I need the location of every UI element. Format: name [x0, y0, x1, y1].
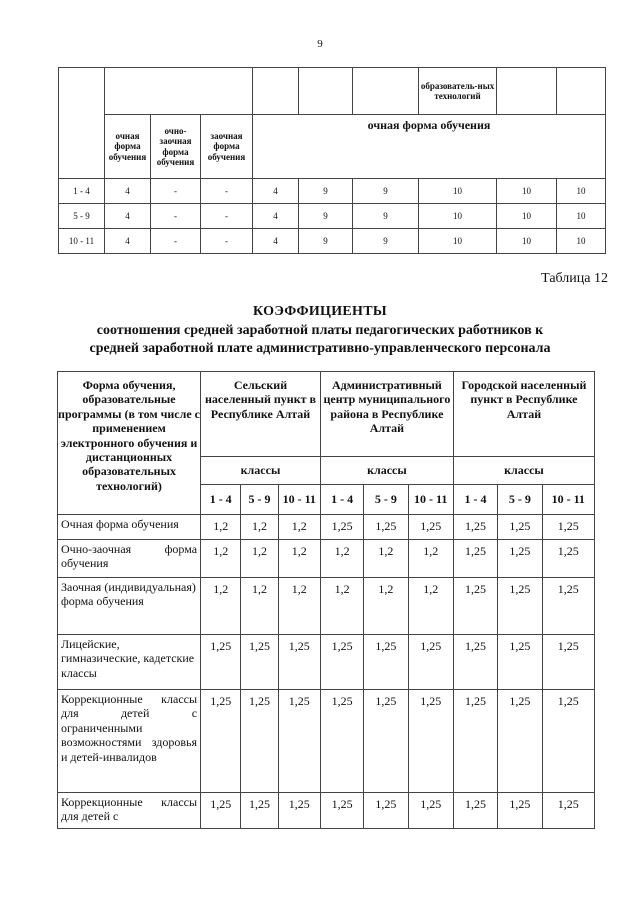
value-cell: 1,2 [408, 578, 453, 635]
row-label: Лицейские, гимназические, кадетские классы [58, 635, 201, 690]
table-cell: 9 [353, 204, 419, 229]
value-cell: 1,25 [364, 690, 408, 793]
table-cell: 4 [253, 204, 299, 229]
value-cell: 1,2 [364, 540, 408, 578]
table-cell: 10 [557, 229, 606, 254]
row-label: Очная форма обучения [58, 515, 201, 540]
form-header-parttime: очно-заочная форма обучения [151, 115, 201, 179]
value-cell: 1,25 [498, 793, 542, 829]
table-cell: 4 [105, 204, 151, 229]
value-cell: 1,25 [241, 635, 278, 690]
value-cell: 1,25 [364, 635, 408, 690]
table-cell: 10 [497, 179, 557, 204]
value-cell: 1,25 [408, 635, 453, 690]
group-header-urban: Городской населенный пункт в Республике Алтай [453, 372, 594, 457]
table-cell: - [201, 179, 253, 204]
empty-cell [105, 68, 253, 115]
value-cell: 1,25 [498, 578, 542, 635]
value-cell: 1,25 [542, 690, 594, 793]
value-cell: 1,2 [241, 578, 278, 635]
table-cell: 1 - 4 [59, 179, 105, 204]
merged-form-header: очная форма обучения [253, 115, 606, 179]
value-cell: 1,2 [201, 515, 241, 540]
table-cell: 10 [497, 204, 557, 229]
heading-title: КОЭФФИЦИЕНТЫ [253, 304, 387, 319]
empty-cell [59, 68, 105, 179]
class-range-header: 5 - 9 [364, 485, 408, 515]
row-label: Очно-заочная форма обучения [58, 540, 201, 578]
table-cell: 10 - 11 [59, 229, 105, 254]
value-cell: 1,25 [241, 793, 278, 829]
table-row [59, 204, 606, 229]
row-label: Заочная (индивидуальная) форма обучения [58, 578, 201, 635]
value-cell: 1,25 [278, 690, 320, 793]
table-row [59, 229, 606, 254]
class-range-header: 5 - 9 [241, 485, 278, 515]
group-header-rural: Сельский населенный пункт в Республике Алтай [201, 372, 321, 457]
value-cell: 1,25 [542, 540, 594, 578]
value-cell: 1,25 [364, 515, 408, 540]
value-cell: 1,25 [278, 635, 320, 690]
table-row [58, 690, 595, 793]
heading-subtitle-line1: соотношения средней заработной платы педагогических работников к [96, 323, 544, 338]
row-label: Коррекционные классы для детей с ограниченными возможностями здоровья и детей-инвалидов [58, 690, 201, 793]
value-cell: 1,25 [408, 793, 453, 829]
value-cell: 1,2 [278, 578, 320, 635]
value-cell: 1,2 [278, 540, 320, 578]
table-label: Таблица 12 [541, 271, 608, 286]
value-cell: 1,25 [241, 690, 278, 793]
form-header-distance: заочная форма обучения [201, 115, 253, 179]
value-cell: 1,25 [201, 635, 241, 690]
value-cell: 1,25 [498, 540, 542, 578]
class-range-header: 10 - 11 [408, 485, 453, 515]
empty-cell [497, 68, 557, 115]
value-cell: 1,25 [453, 540, 497, 578]
table-cell: - [151, 179, 201, 204]
value-cell: 1,2 [320, 578, 363, 635]
table-cell: 10 [419, 179, 497, 204]
value-cell: 1,25 [408, 690, 453, 793]
class-range-header: 5 - 9 [498, 485, 542, 515]
table-cell: 9 [353, 229, 419, 254]
classes-header: классы [453, 457, 594, 485]
value-cell: 1,25 [498, 515, 542, 540]
class-range-header: 1 - 4 [201, 485, 241, 515]
value-cell: 1,25 [498, 690, 542, 793]
value-cell: 1,25 [453, 793, 497, 829]
value-cell: 1,25 [320, 515, 363, 540]
class-range-header: 1 - 4 [320, 485, 363, 515]
empty-cell [253, 68, 299, 115]
table-cell: 10 [419, 229, 497, 254]
value-cell: 1,25 [453, 578, 497, 635]
value-cell: 1,2 [278, 515, 320, 540]
value-cell: 1,25 [453, 690, 497, 793]
value-cell: 1,25 [278, 793, 320, 829]
heading-subtitle-line2: средней заработной плате административно-управленческого персонала [89, 341, 551, 356]
value-cell: 1,25 [453, 515, 497, 540]
table-row [58, 540, 595, 578]
value-cell: 1,25 [364, 793, 408, 829]
value-cell: 1,2 [201, 578, 241, 635]
value-cell: 1,2 [408, 540, 453, 578]
empty-cell [353, 68, 419, 115]
value-cell: 1,2 [364, 578, 408, 635]
table-cell: 9 [299, 229, 353, 254]
value-cell: 1,25 [320, 793, 363, 829]
table-cell: 4 [253, 179, 299, 204]
table-cell: 10 [419, 204, 497, 229]
value-cell: 1,25 [453, 635, 497, 690]
page-number: 9 [317, 38, 323, 50]
coefficients-table [57, 371, 595, 829]
corner-header: Форма обучения, образовательные программы (в том числе с применением электронного обучения и дистанционных образовательных технологий) [58, 372, 201, 515]
table-row [58, 578, 595, 635]
classes-header: классы [201, 457, 321, 485]
table-cell: - [201, 204, 253, 229]
value-cell: 1,25 [320, 635, 363, 690]
class-range-header: 10 - 11 [542, 485, 594, 515]
value-cell: 1,25 [320, 690, 363, 793]
value-cell: 1,25 [498, 635, 542, 690]
value-cell: 1,25 [542, 635, 594, 690]
table-cell: - [201, 229, 253, 254]
table-cell: - [151, 204, 201, 229]
value-cell: 1,25 [542, 515, 594, 540]
table-cell: 4 [253, 229, 299, 254]
table-row [58, 635, 595, 690]
table-cell: 9 [353, 179, 419, 204]
value-cell: 1,2 [241, 515, 278, 540]
table-cell: 5 - 9 [59, 204, 105, 229]
value-cell: 1,25 [201, 690, 241, 793]
table-cell: 9 [299, 204, 353, 229]
value-cell: 1,2 [320, 540, 363, 578]
empty-cell [557, 68, 606, 115]
value-cell: 1,25 [201, 793, 241, 829]
value-cell: 1,25 [542, 793, 594, 829]
table-cell: 10 [557, 179, 606, 204]
value-cell: 1,25 [542, 578, 594, 635]
class-range-header: 1 - 4 [453, 485, 497, 515]
value-cell: 1,2 [201, 540, 241, 578]
table-row [59, 179, 606, 204]
table-cell: 4 [105, 179, 151, 204]
hours-table [58, 67, 606, 254]
table-row [58, 515, 595, 540]
class-range-header: 10 - 11 [278, 485, 320, 515]
table-cell: - [151, 229, 201, 254]
partial-header: образователь-ных технологий [419, 68, 497, 115]
value-cell: 1,25 [408, 515, 453, 540]
row-label: Коррекционные классы для детей с [58, 793, 201, 829]
table-row [58, 793, 595, 829]
form-header-fulltime: очная форма обучения [105, 115, 151, 179]
table-cell: 4 [105, 229, 151, 254]
value-cell: 1,2 [241, 540, 278, 578]
table-cell: 10 [497, 229, 557, 254]
empty-cell [299, 68, 353, 115]
table-cell: 10 [557, 204, 606, 229]
table-cell: 9 [299, 179, 353, 204]
classes-header: классы [320, 457, 453, 485]
group-header-admin-center: Административный центр муниципального района в Республике Алтай [320, 372, 453, 457]
